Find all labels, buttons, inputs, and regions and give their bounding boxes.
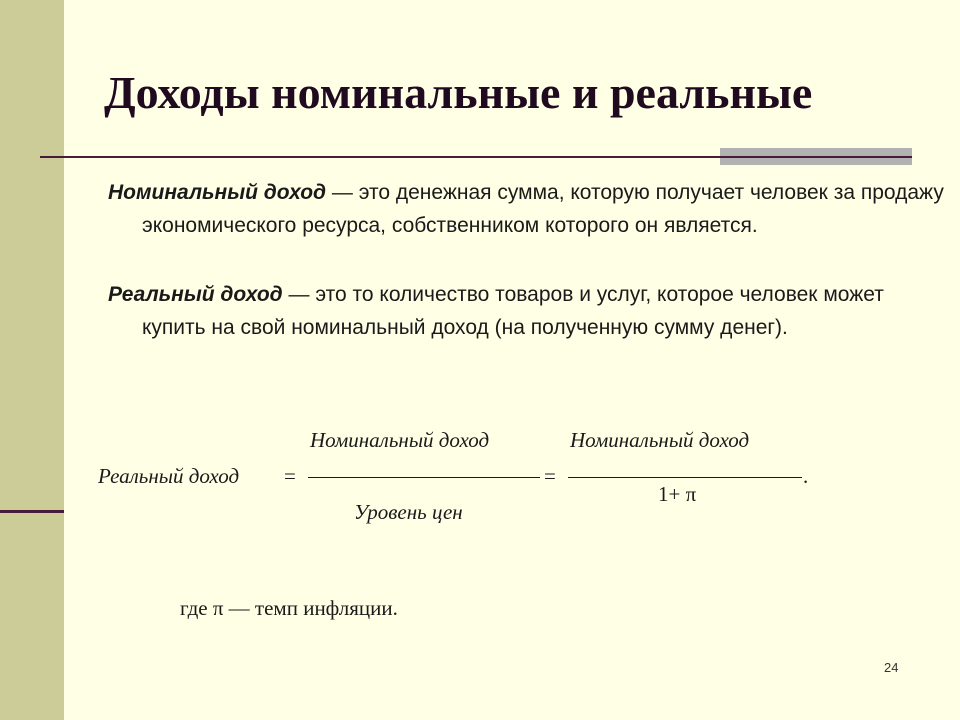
formula-equals-1: = xyxy=(284,464,296,488)
definition-term: Номинальный доход xyxy=(108,181,327,204)
formula-lhs: Реальный доход xyxy=(98,464,240,488)
slide-title: Доходы номинальные и реальные xyxy=(104,67,813,118)
formula-denominator-1: Уровень цен xyxy=(354,500,463,524)
formula-denominator-2: 1+ π xyxy=(658,482,697,506)
inflation-note: где π — темп инфляции. xyxy=(180,596,398,620)
definition-dash: — xyxy=(282,283,316,306)
title-underline-overlay xyxy=(720,156,912,158)
definition-nominal-income xyxy=(108,176,952,242)
definition-real-income xyxy=(108,278,952,344)
formula-numerator-1: Номинальный доход xyxy=(310,428,490,452)
formula-equals-2: = xyxy=(544,464,556,488)
fraction-bar-1 xyxy=(308,477,540,478)
definition-term: Реальный доход xyxy=(108,283,283,306)
formula-period: . xyxy=(803,464,809,488)
definition-text: это то количество товаров и услуг, которое человек может купить на свой номинальный доход (на полученную сумму денег). xyxy=(142,283,884,339)
definition-text: это денежная сумма, которую получает человек за продажу экономического ресурса, собственником которого он является. xyxy=(142,181,944,237)
definition-dash: — xyxy=(326,181,359,204)
sidebar-accent xyxy=(0,0,64,720)
page-number: 24 xyxy=(884,660,899,675)
formula-numerator-2: Номинальный доход xyxy=(570,428,750,452)
fraction-bar-2 xyxy=(568,477,802,478)
sidebar-divider xyxy=(0,510,64,513)
